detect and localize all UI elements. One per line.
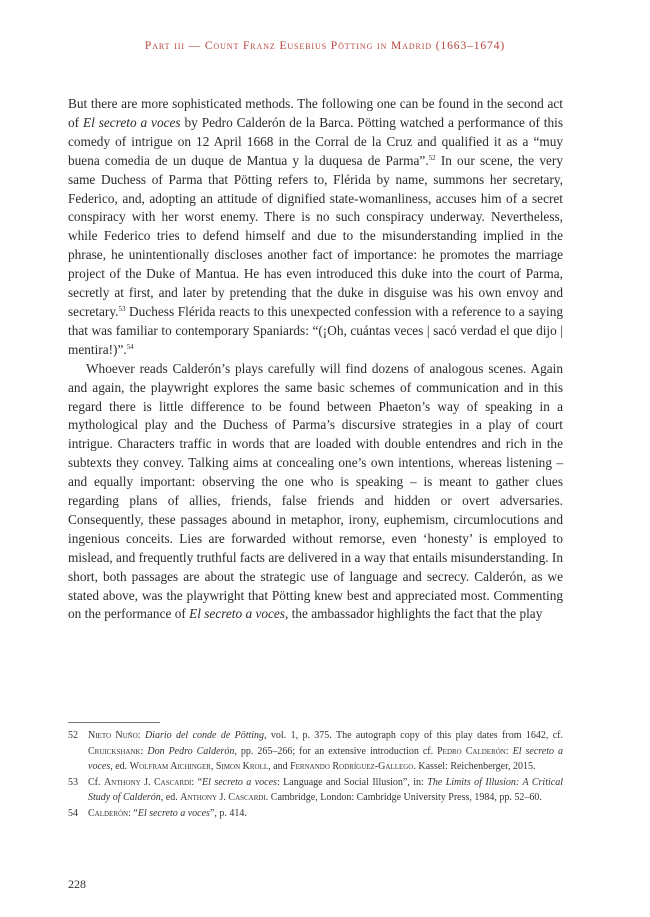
footnote-ref-52[interactable]: 52 [428,153,436,162]
p1-text-d: Duchess Flérida reacts to this unexpected confession with a reference to a saying that was familiar to contemporary Spaniards: “(¡Oh, cuántas veces | sacó verdad el que dijo | mentira!)”. [68,303,563,357]
page-number: 228 [68,877,86,891]
footnote-run: El secreto a voces [88,745,563,772]
footnote-run: Wolfram Aichinger [129,761,211,772]
footnote-run: , vol. 1, p. 375. The autograph copy of this play dates from 1642, cf. [264,730,563,741]
footnote-run: Cf. [88,776,104,788]
footnote-run: El secreto a voces [202,776,277,788]
footnote-run: Fernando Rodríguez-Gallego [290,761,414,772]
footnote-53 [68,775,563,806]
footnote-number: 53 [68,776,78,788]
footnote-run: , ed. [110,761,130,772]
running-head [0,40,650,52]
footnote-run: . Cambridge, London: Cambridge University Press, 1984, pp. 52–60. [265,792,542,803]
paragraph-1 [68,95,563,360]
p1-text-a: But there are more sophisticated methods. The following one can be found in the second act of [68,96,563,130]
footnote-run: : “ [128,807,138,819]
footnote-run: . Kassel: Reichenberger, 2015. [413,761,536,772]
footnote-run: Nieto Nuño [88,730,138,741]
footnote-54 [68,806,563,822]
p2-text-b: , the ambassador highlights the fact that the play [284,606,543,622]
footnote-body [88,730,563,772]
footnote-run: : [140,745,148,757]
footnotes [68,728,563,821]
footnote-52 [68,728,563,775]
footnote-ref-53[interactable]: 53 [118,304,126,313]
footnote-run: : [505,745,513,757]
p1-text-c: In our scene, the very same Duchess of Parma that Pötting refers to, Flérida by name, summons her secretary, Federico, and, adopting an attitude of dignified state-womanliness, accuses him of a secret conspiracy with her worst enemy. There is no such conspiracy underway. Nevertheless, while Federico tries to defend himself and due to the misunderstanding implied in the phrase, he unintentionally discloses another fact of importance: he promotes the marriage project of the Duke of Mantua. He has even introduced this duke into the court of Parma, secretly at first, and later by pretending that the duke in disguise was his own envoy and secretary. [68,152,563,319]
paragraph-2 [68,360,563,625]
footnote-run: : [137,730,145,741]
footnote-run: ”, p. 414. [209,807,247,819]
footnote-run: Pedro Calderón [437,745,506,757]
footnote-body [88,777,563,804]
footnote-run: Don Pedro Calderón [147,745,235,757]
p2-text-a: Whoever reads Calderón’s plays carefully will find dozens of analogous scenes. Again and again, the playwright explores the same basic schemes of communication and in this regard there is little difference to be found between Phaeton’s way of speaking in a mythological play and the Duchess of Parma’s discursive strategies in a play of court intrigue. Characters traffic in words that are loaded with double entendres and rich in the subtexts they convey. Talking aims at concealing one’s own intentions, whereas listening – and equally important: observing the one who is speaking – is meant to gather clues regarding plans of allies, friends, false friends and hidden or overt adversaries. Consequently, these passages abound in metaphor, irony, euphemism, circumlocutions and ingenious conceits. Lies are forwarded without remorse, even ‘honesty’ is employed to mislead, and frequently truthful facts are delivered in a way that entails misunderstanding. In short, both passages are about the strategic use of language and secrecy. Calderón, as we stated above, was the playwright that Pötting knew best and appreciated most. Commenting on the performance of [68,360,563,622]
footnote-run: Cruickshank [88,745,141,757]
footnote-run: Anthony J. Cascardi [180,792,266,803]
footnote-run: Anthony J. Cascardi [103,776,192,788]
footnote-run: , and [268,761,291,772]
footnote-number: 52 [68,730,78,741]
footnote-body [88,808,247,819]
running-head-text: Part iii — Count Franz Eusebius Pötting in Madrid (1663–1674) [144,40,506,52]
main-text [68,95,563,624]
p1-text-b: by Pedro Calderón de la Barca. Pötting watched a performance of this comedy of intrigue on 12 April 1668 in the Corral de la Cruz and qualified it as a “muy buena comedia de un duque de Mantua y la duquesa de Parma”. [68,114,564,168]
p1-play-title: El secreto a voces [82,114,181,130]
footnote-ref-54[interactable]: 54 [126,342,134,351]
footnote-run: , ed. [160,792,181,803]
footnote-run: , pp. 265–266; for an extensive introduction cf. [234,745,438,757]
footnote-separator [68,722,160,723]
footnote-number: 54 [68,807,78,819]
p2-play-title: El secreto a voces [189,606,285,622]
footnote-run: : “ [191,776,203,788]
footnote-run: : Language and Social Illusion”, in: [276,776,428,788]
footnote-run: The Limits of Illusion: A Critical Study of Calderón [88,776,563,803]
footnote-run: El secreto a voces [137,807,210,819]
footnote-run: Simon Kroll [215,761,269,772]
footnote-run: Calderón [88,807,129,819]
footnote-run: Diario del conde de Pötting [144,730,265,741]
footnote-run: , [210,761,216,772]
